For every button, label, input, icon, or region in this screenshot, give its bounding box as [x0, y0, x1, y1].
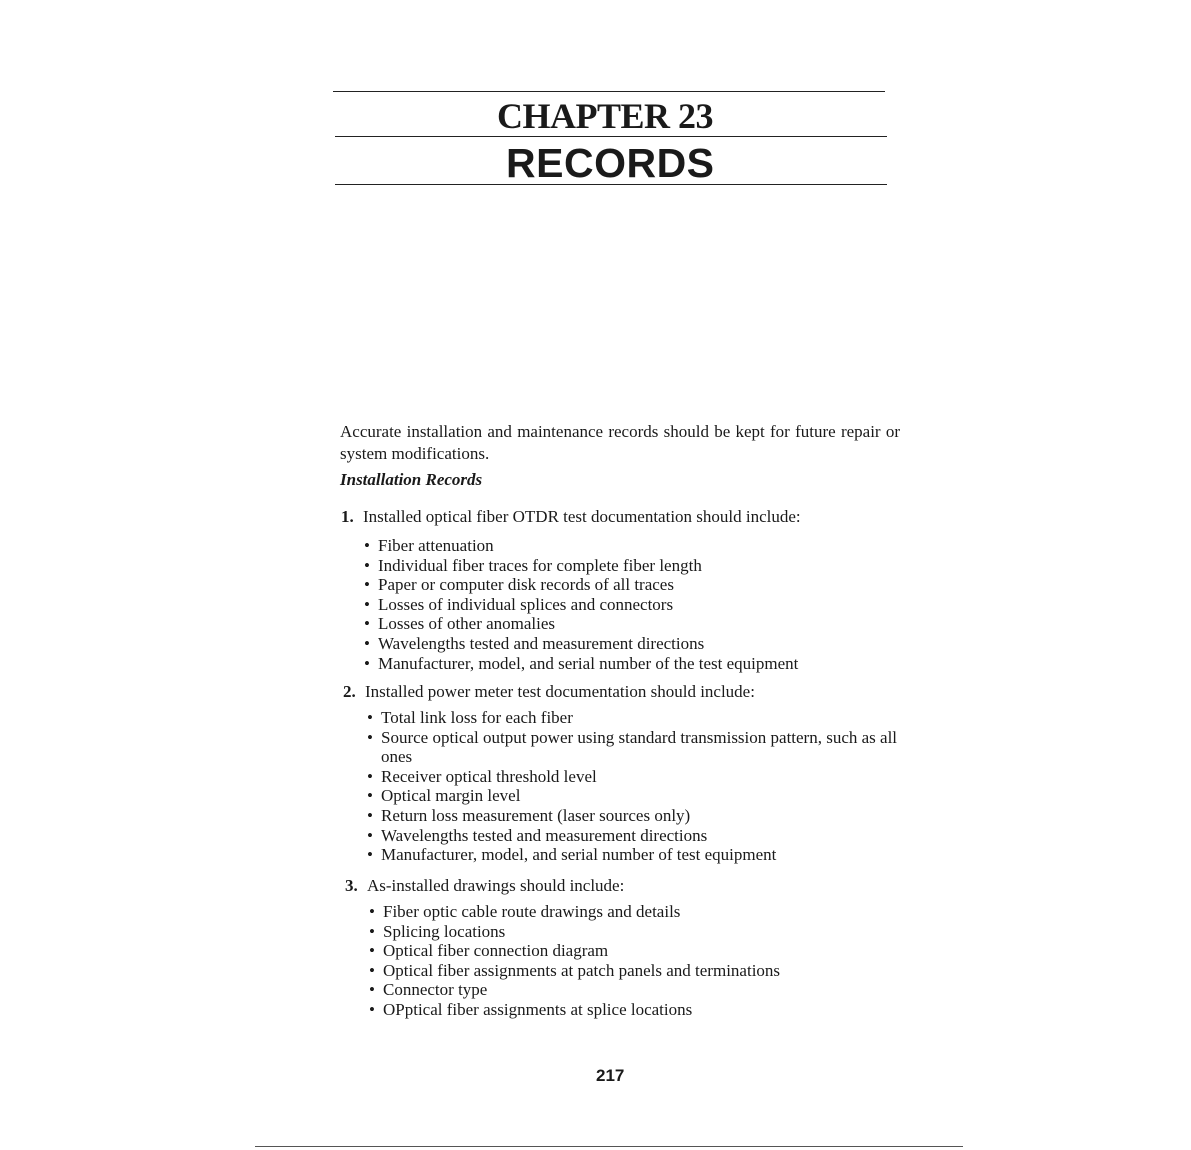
bullet-list-2	[367, 708, 901, 865]
chapter-title: RECORDS	[506, 140, 715, 186]
item-text: Installed power meter test documentation should include:	[365, 682, 755, 701]
bullet-icon: •	[369, 980, 375, 1000]
item-text: Installed optical fiber OTDR test documentation should include:	[363, 507, 801, 526]
bullet-icon: •	[364, 536, 370, 555]
header-rule-middle	[335, 136, 887, 137]
bullet-icon: •	[367, 805, 373, 825]
bullet-icon: •	[369, 902, 375, 921]
list-item-2	[343, 681, 755, 703]
list-item-1	[341, 506, 801, 528]
bullet-item: • Total link loss for each fiber	[367, 708, 573, 727]
bullet-icon: •	[367, 845, 373, 865]
bullet-list-3	[369, 902, 780, 1020]
bullet-item: • Individual fiber traces for complete fiber length	[364, 555, 702, 575]
chapter-number: CHAPTER 23	[497, 96, 714, 136]
bullet-item: • Fiber optic cable route drawings and details	[369, 902, 681, 921]
bullet-item: • Paper or computer disk records of all traces	[364, 575, 674, 595]
bullet-item: • Losses of individual splices and connectors	[364, 594, 674, 614]
bullet-icon: •	[367, 708, 373, 727]
bullet-item: • Losses of other anomalies	[364, 614, 556, 634]
item-text: As-installed drawings should include:	[367, 876, 625, 895]
bullet-item: • Connector type	[369, 980, 488, 1000]
bullet-item: • Source optical output power using standard transmission pattern, such as all ones	[367, 727, 898, 767]
list-item-3	[345, 875, 624, 897]
section-heading: Installation Records	[340, 470, 483, 489]
footer-rule	[255, 1146, 963, 1147]
bullet-item: • Manufacturer, model, and serial number of the test equipment	[364, 653, 799, 673]
bullet-item: • Optical fiber assignments at patch panels and terminations	[369, 960, 781, 980]
bullet-icon: •	[367, 786, 373, 806]
bullet-icon: •	[369, 921, 375, 941]
bullet-item: • Receiver optical threshold level	[367, 766, 597, 786]
bullet-item: • Return loss measurement (laser sources only)	[367, 805, 691, 825]
bullet-icon: •	[364, 594, 370, 614]
bullet-icon: •	[364, 614, 370, 634]
bullet-icon: •	[367, 825, 373, 845]
bullet-item: • OPptical fiber assignments at splice locations	[369, 999, 693, 1019]
bullet-icon: •	[367, 766, 373, 786]
bullet-icon: •	[364, 653, 370, 673]
bullet-icon: •	[369, 960, 375, 980]
bullet-icon: •	[369, 999, 375, 1019]
bullet-item: • Wavelengths tested and measurement directions	[367, 825, 708, 845]
header-rule-top	[333, 91, 885, 92]
item-number: 3.	[345, 876, 358, 895]
bullet-icon: •	[364, 555, 370, 575]
item-number: 2.	[343, 682, 356, 701]
intro-paragraph: Accurate installation and maintenance records should be kept for future repair or system modifications.	[340, 422, 900, 463]
bullet-item: • Optical fiber connection diagram	[369, 941, 609, 961]
bullet-item: • Fiber attenuation	[364, 536, 494, 555]
bullet-icon: •	[367, 727, 373, 747]
bullet-icon: •	[369, 941, 375, 961]
bullet-item: • Splicing locations	[369, 921, 506, 941]
bullet-item: • Manufacturer, model, and serial number of test equipment	[367, 845, 777, 865]
bullet-item: • Wavelengths tested and measurement directions	[364, 633, 705, 653]
page-number: 217	[596, 1066, 625, 1085]
item-number: 1.	[341, 507, 354, 526]
bullet-list-1	[364, 536, 798, 673]
bullet-icon: •	[364, 633, 370, 653]
bullet-icon: •	[364, 575, 370, 595]
bullet-item: • Optical margin level	[367, 786, 521, 806]
header-rule-bottom	[335, 184, 887, 185]
